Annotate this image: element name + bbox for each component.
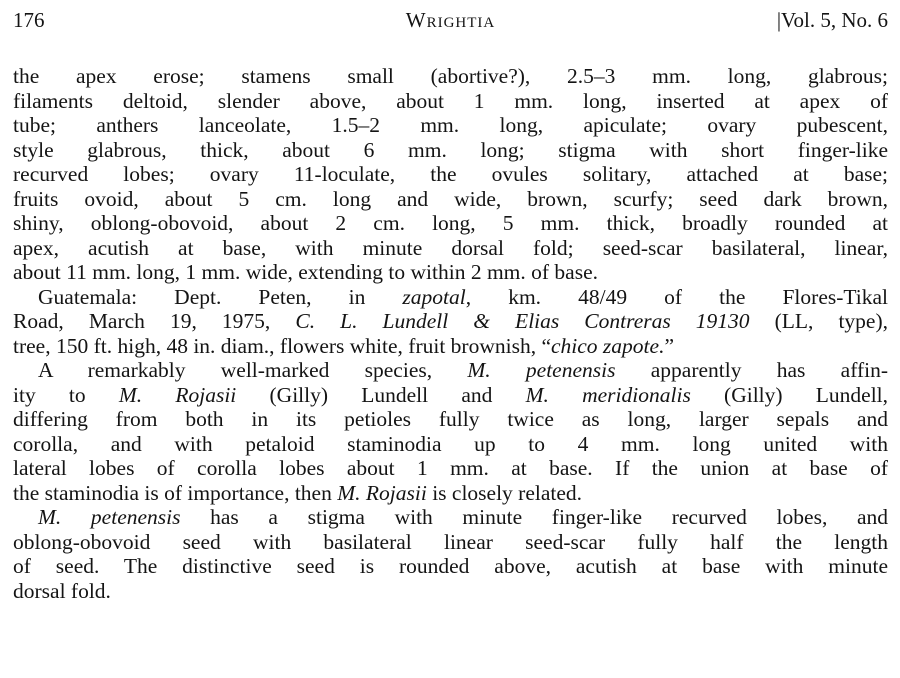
text-line: shiny, oblong-obovoid, about 2 cm. long, 5 mm. thick, broadly rounded at bbox=[13, 211, 888, 235]
collector-citation: C. L. Lundell & Elias Contreras 19130 bbox=[295, 309, 750, 333]
discussion-line bbox=[13, 383, 888, 408]
text-span: , km. 48/49 of the Flores-Tikal bbox=[465, 284, 888, 309]
text-span: apparently has affin- bbox=[615, 358, 888, 382]
text-line: the apex erose; stamens small (abortive?), 2.5–3 mm. long, glabrous; bbox=[13, 64, 888, 88]
running-header bbox=[13, 8, 888, 38]
specimen-paragraph-line bbox=[13, 285, 888, 310]
text-line: corolla, and with petaloid staminodia up to 4 mm. long united with bbox=[13, 431, 888, 456]
text-line: differing from both in its petioles fully twice as long, larger sepals and bbox=[13, 407, 888, 431]
text-line: of seed. The distinctive seed is rounded above, acutish at base with minute bbox=[13, 554, 888, 578]
discussion-line bbox=[13, 481, 888, 506]
text-span: Guatemala: Dept. Peten, in bbox=[38, 284, 403, 309]
specimen-paragraph-line bbox=[13, 309, 888, 334]
species-name: M. petenensis bbox=[467, 358, 616, 382]
specimen-paragraph-line bbox=[13, 334, 888, 359]
text-line: dorsal fold. bbox=[13, 578, 111, 603]
text-span: (Gilly) Lundell and bbox=[236, 382, 526, 407]
italic-term: zapotal bbox=[402, 284, 466, 309]
text-span: the staminodia is of importance, then bbox=[13, 480, 338, 505]
body-text bbox=[13, 64, 888, 603]
text-line: lateral lobes of corolla lobes about 1 mm. at base. If the union at base of bbox=[13, 456, 888, 480]
common-name: chico zapote. bbox=[551, 333, 665, 358]
text-line: tube; anthers lanceolate, 1.5–2 mm. long, apiculate; ovary pubescent, bbox=[13, 113, 888, 137]
text-span: Road, March 19, 1975, bbox=[13, 309, 296, 333]
text-span: ity to bbox=[13, 382, 119, 407]
text-line: filaments deltoid, slender above, about 1 mm. long, inserted at apex of bbox=[13, 88, 888, 113]
text-span: (Gilly) Lundell, bbox=[690, 382, 888, 407]
volume-info: |Vol. 5, No. 6 bbox=[776, 8, 888, 32]
species-name: M. meridionalis bbox=[525, 382, 691, 407]
text-span: A remarkably well-marked species, bbox=[38, 358, 468, 382]
species-name: M. petenensis bbox=[38, 505, 181, 529]
text-line: apex, acutish at base, with minute dorsal fold; seed-scar basilateral, linear, bbox=[13, 235, 888, 260]
summary-line bbox=[13, 505, 888, 530]
text-span: ” bbox=[664, 333, 674, 358]
text-span: (LL, type), bbox=[749, 309, 888, 333]
text-span: tree, 150 ft. high, 48 in. diam., flowers white, fruit brownish, “ bbox=[13, 333, 551, 358]
text-line: about 11 mm. long, 1 mm. wide, extending to within 2 mm. of base. bbox=[13, 260, 599, 284]
species-name: M. Rojasii bbox=[337, 480, 427, 505]
text-line: oblong-obovoid seed with basilateral linear seed-scar fully half the length bbox=[13, 529, 888, 554]
text-line: style glabrous, thick, about 6 mm. long; stigma with short finger-like bbox=[13, 137, 888, 162]
text-line: recurved lobes; ovary 11-loculate, the ovules solitary, attached at base; bbox=[13, 162, 888, 186]
page-number: 176 bbox=[13, 8, 45, 32]
text-span: is closely related. bbox=[426, 480, 583, 505]
species-name: M. Rojasii bbox=[118, 382, 237, 407]
text-line: fruits ovoid, about 5 cm. long and wide, brown, scurfy; seed dark brown, bbox=[13, 186, 888, 211]
text-span: has a stigma with minute finger-like recurved lobes, and bbox=[180, 505, 888, 529]
discussion-line bbox=[13, 358, 888, 383]
running-title: Wrightia bbox=[405, 8, 496, 32]
